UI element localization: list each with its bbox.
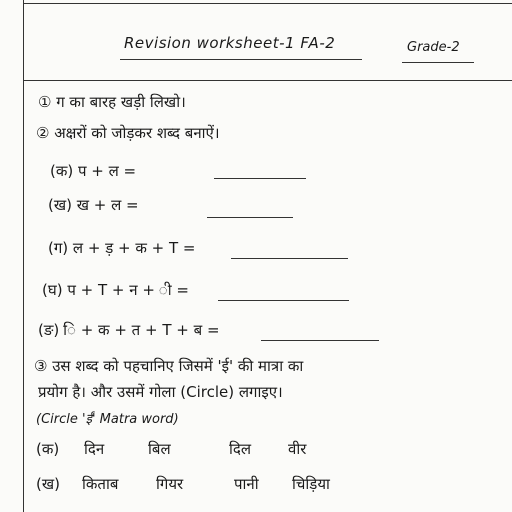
question-3-line-2: प्रयोग है। और उसमें गोला (Circle) लगाइए। [38, 383, 283, 401]
margin-line [23, 0, 24, 512]
answer-blank [207, 217, 293, 218]
word: किताब [82, 475, 119, 493]
q3-row-kha-label: (ख) [36, 475, 60, 493]
question-3-instruction: (Circle 'ई' Matra word) [36, 412, 179, 427]
top-border-line [23, 3, 512, 4]
word: पानी [234, 475, 259, 493]
q2-item-ka: (क) प + ल = [50, 162, 137, 180]
word: चिड़िया [292, 475, 330, 493]
q3-row-ka-label: (क) [36, 440, 60, 458]
answer-blank [214, 178, 306, 179]
question-1: ① ग का बारह खड़ी लिखो। [38, 93, 186, 111]
word: दिल [229, 440, 252, 458]
title-underline [120, 59, 362, 60]
q2-item-ga: (ग) ल + ड़ + क + T = [48, 239, 196, 257]
worksheet-title: Revision worksheet-1 FA-2 [124, 34, 336, 52]
question-3-line-1: ③ उस शब्द को पहचानिए जिसमें 'ई' की मात्रा का [34, 357, 304, 375]
word: बिल [148, 440, 171, 458]
q2-item-nga: (ङ) ि + क + त + T + ब = [38, 321, 220, 339]
word: वीर [288, 440, 307, 458]
grade-underline [402, 62, 474, 63]
header-divider [23, 80, 512, 81]
answer-blank [218, 300, 349, 301]
q2-item-gha: (घ) प + T + न + ी = [42, 281, 189, 299]
answer-blank [231, 258, 348, 259]
word: गियर [156, 475, 184, 493]
grade-label: Grade-2 [407, 40, 460, 55]
answer-blank [261, 340, 379, 341]
q2-item-kha: (ख) ख + ल = [48, 196, 139, 214]
question-2: ② अक्षरों को जोड़कर शब्द बनाऐं। [36, 124, 220, 142]
word: दिन [84, 440, 105, 458]
